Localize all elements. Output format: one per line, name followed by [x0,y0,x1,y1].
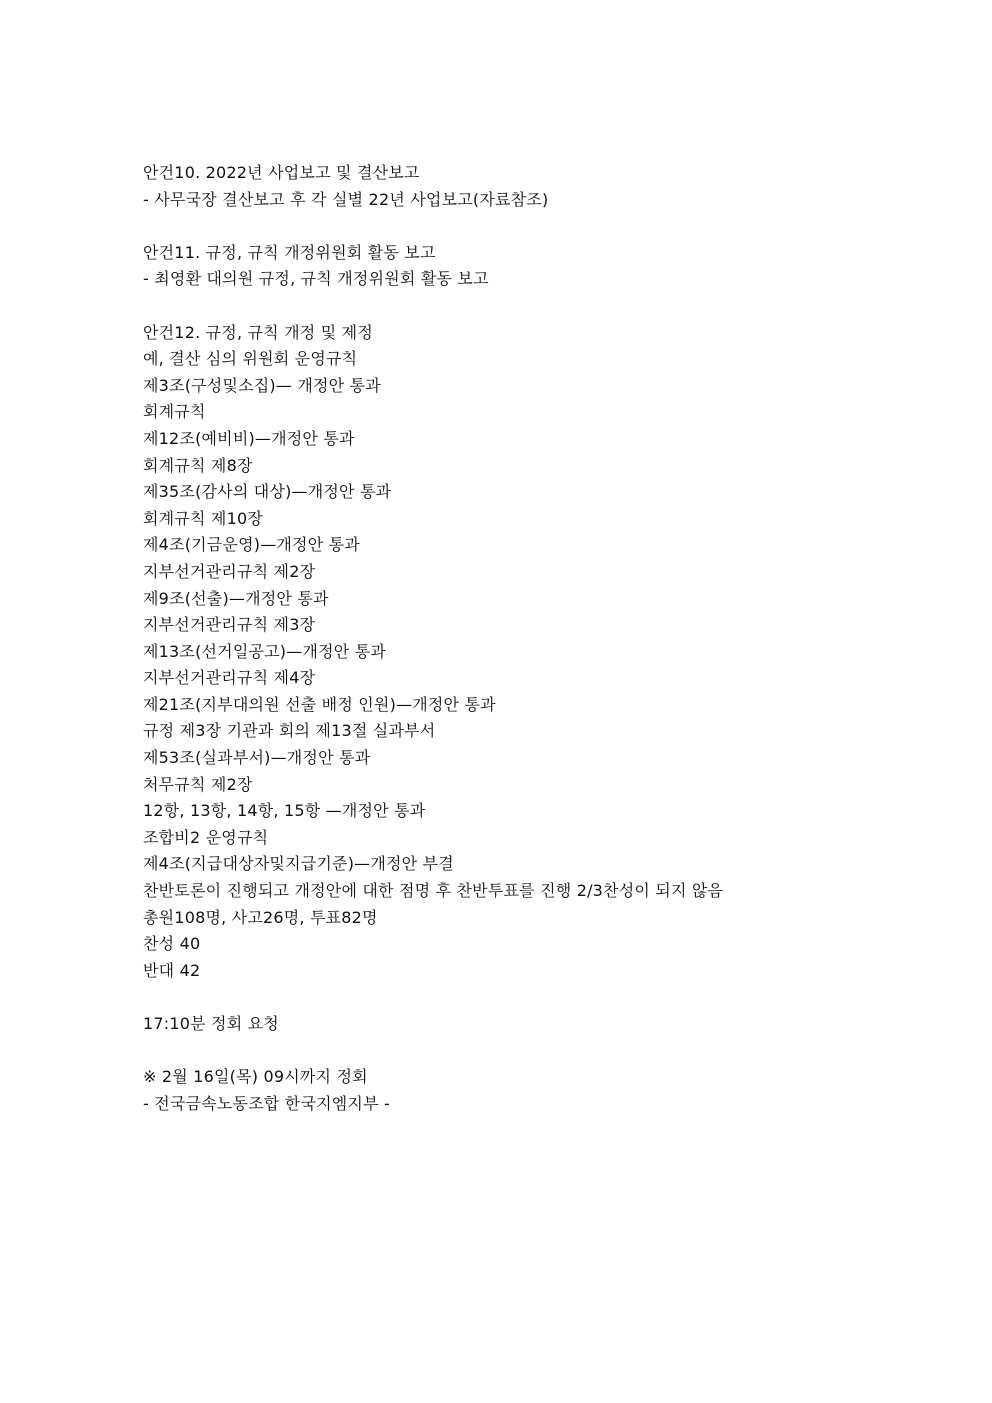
rule-heading: 회계규칙 제10장 [143,508,263,528]
recess-note: ※ 2월 16일(목) 09시까지 정회 [143,1067,368,1087]
rule-heading: 처무규칙 제2장 [143,774,253,794]
rule-article-result: 제53조(실과부서)—개정안 통과 [143,748,371,768]
rule-heading: 지부선거관리규칙 제3장 [143,615,316,635]
agenda-10-title: 안건10. 2022년 사업보고 및 결산보고 [143,163,420,182]
rule-heading: 지부선거관리규칙 제4장 [143,668,316,688]
spacer [143,1038,943,1065]
organization-signature: - 전국금속노동조합 한국지엠지부 - [143,1093,390,1113]
vote-for: 찬성 40 [143,934,201,954]
vote-against: 반대 42 [143,960,201,980]
rule-article-result: 제9조(선출)—개정안 통과 [143,588,329,608]
rule-article-result: 12항, 13항, 14항, 15항 —개정안 통과 [143,801,426,821]
rule-heading: 회계규칙 [143,402,206,422]
document-body [143,160,943,1117]
spacer [143,984,943,1011]
rule-heading: 규정 제3장 기관과 회의 제13절 실과부서 [143,721,436,741]
rule-article-result: 제12조(예비비)—개정안 통과 [143,428,355,448]
vote-attendance: 총원108명, 사고26명, 투표82명 [143,907,378,927]
rule-article-result: 제3조(구성및소집)— 개정안 통과 [143,375,381,395]
vote-description: 찬반토론이 진행되고 개정안에 대한 점명 후 찬반투표를 진행 2/3찬성이 되지 않음 [143,881,724,901]
agenda-11-title: 안건11. 규정, 규칙 개정위원회 활동 보고 [143,242,436,262]
rule-article-result: 제4조(지급대상자및지급기준)—개정안 부결 [143,854,454,874]
rule-article-result: 제35조(감사의 대상)—개정안 통과 [143,482,392,502]
rule-article-result: 제4조(기금운영)—개정안 통과 [143,535,360,555]
agenda-11-detail: - 최영환 대의원 규정, 규칙 개정위원회 활동 보고 [143,269,489,289]
rule-heading: 예, 결산 심의 위원회 운영규칙 [143,349,358,369]
agenda-10-detail: - 사무국장 결산보고 후 각 실별 22년 사업보고(자료참조) [143,189,549,209]
spacer [143,293,943,320]
rule-heading: 조합비2 운영규칙 [143,827,269,847]
spacer [143,213,943,240]
agenda-12-title: 안건12. 규정, 규칙 개정 및 제정 [143,322,373,342]
rule-heading: 지부선거관리규칙 제2장 [143,561,316,581]
recess-request: 17:10분 정회 요청 [143,1014,279,1033]
rule-article-result: 제13조(선거일공고)—개정안 통과 [143,641,387,661]
rule-heading: 회계규칙 제8장 [143,455,253,475]
rule-article-result: 제21조(지부대의원 선출 배정 인원)—개정안 통과 [143,694,496,714]
